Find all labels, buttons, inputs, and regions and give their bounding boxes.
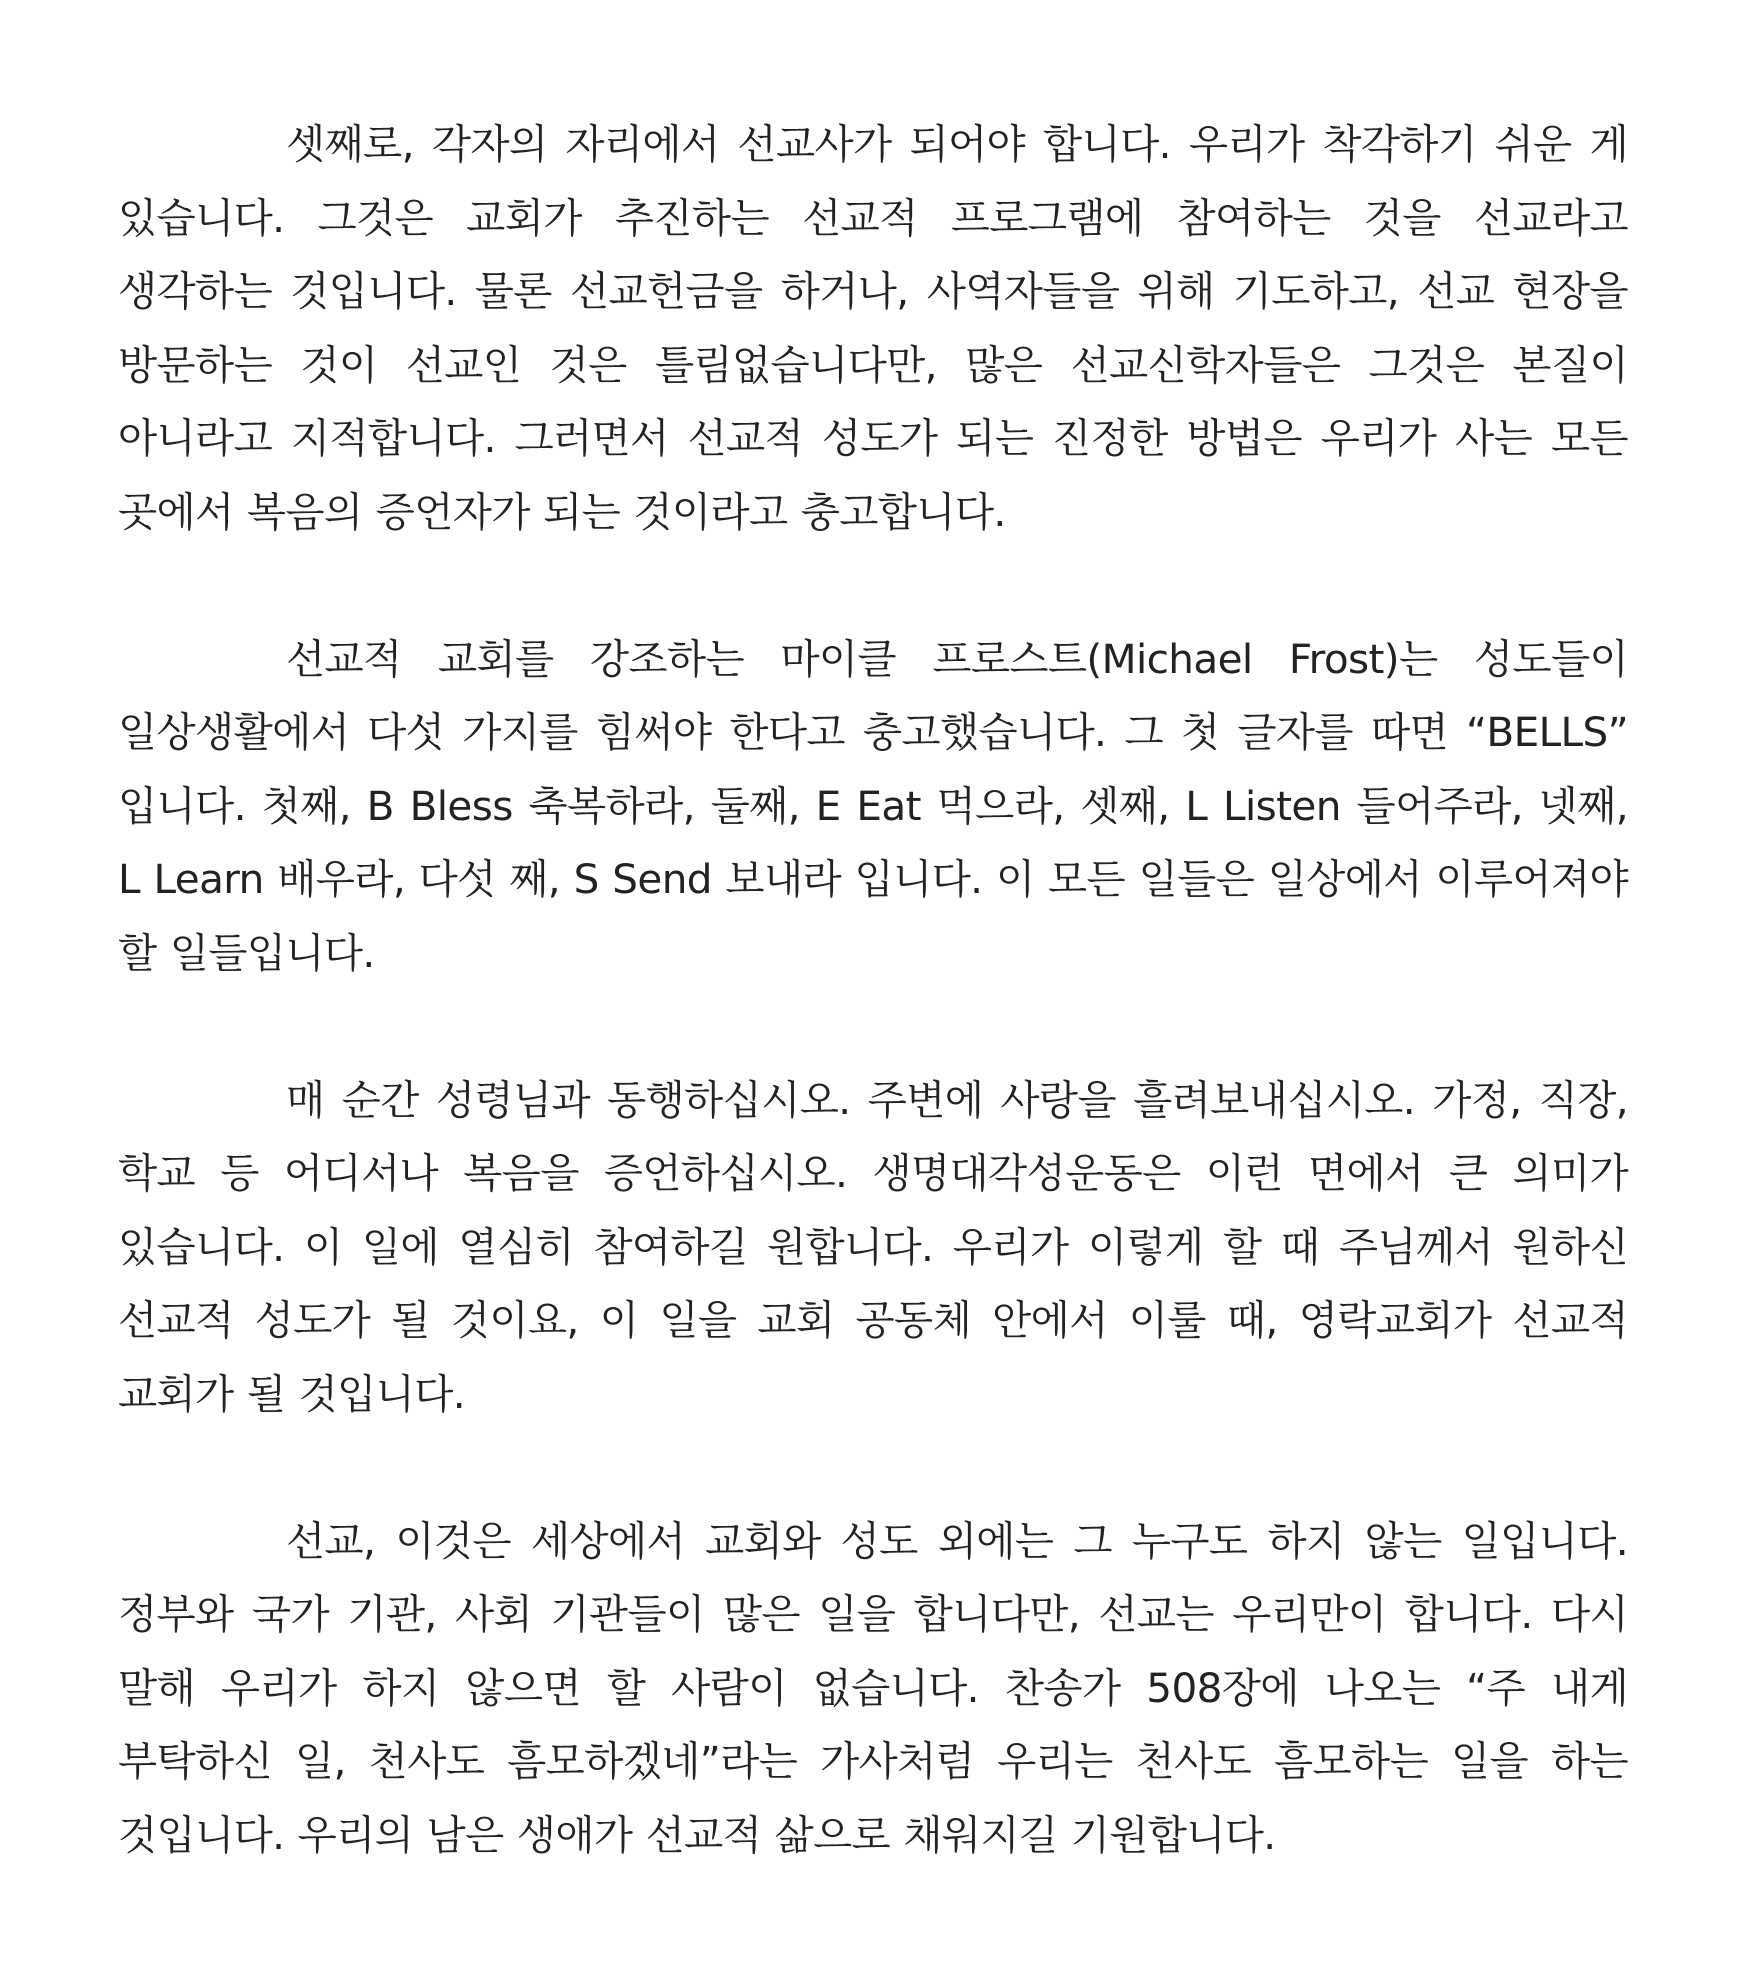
paragraph-conclusion: 선교, 이것은 세상에서 교회와 성도 외에는 그 누구도 하지 않는 일입니다. 정부와 국가 기관, 사회 기관들이 많은 일을 합니다만, 선교는 우리만이 합니다. 다시 말해 우리가 하지 않으면 할 사람이 없습니다. 찬송가 508장에 나오는 “주 내게 부탁하신 일, 천사도 흠모하겠네”라는 가사처럼 우리는 천사도 흠모하는 일을 하는 것입니다. 우리의 남은 생애가 선교적 삶으로 채워지길 기원합니다. <box>118 1516 1628 1859</box>
paragraph-third-point: 셋째로, 각자의 자리에서 선교사가 되어야 합니다. 우리가 착각하기 쉬운 게 있습니다. 그것은 교회가 추진하는 선교적 프로그램에 참여하는 것을 선교라고 생각하는 것입니다. 물론 선교헌금을 하거나, 사역자들을 위해 기도하고, 선교 현장을 방문하는 것이 선교인 것은 틀림없습니다만, 많은 선교신학자들은 그것은 본질이 아니라고 지적합니다. 그러면서 선교적 성도가 되는 진정한 방법은 우리가 사는 모든 곳에서 복음의 증언자가 되는 것이라고 충고합니다. <box>118 120 1628 536</box>
paragraph-daily-walk: 매 순간 성령님과 동행하십시오. 주변에 사랑을 흘려보내십시오. 가정, 직장, 학교 등 어디서나 복음을 증언하십시오. 생명대각성운동은 이런 면에서 큰 의미가 있습니다. 이 일에 열심히 참여하길 원합니다. 우리가 이렇게 할 때 주님께서 원하신 선교적 성도가 될 것이요, 이 일을 교회 공동체 안에서 이룰 때, 영락교회가 선교적 교회가 될 것입니다. <box>118 1075 1628 1418</box>
document-body <box>118 108 1628 1872</box>
paragraph-bells: 선교적 교회를 강조하는 마이클 프로스트(Michael Frost)는 성도들이 일상생활에서 다섯 가지를 힘써야 한다고 충고했습니다. 그 첫 글자를 따면 “BELLS” 입니다. 첫째, B Bless 축복하라, 둘째, E Eat 먹으라, 셋째, L Listen 들어주라, 넷째, L Learn 배우라, 다섯 째, S Send 보내라 입니다. 이 모든 일들은 일상에서 이루어져야 할 일들입니다. <box>118 634 1628 977</box>
